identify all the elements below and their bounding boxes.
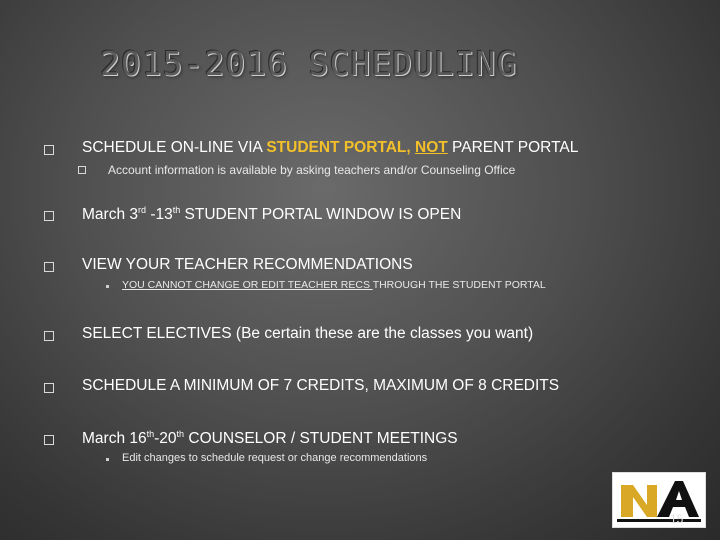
bullet-text: VIEW YOUR TEACHER RECOMMENDATIONS	[82, 256, 413, 273]
bullet-text: SCHEDULE ON-LINE VIA STUDENT PORTAL, NOT PARENT PORTAL	[82, 139, 579, 156]
sub-bullet-text: Account information is available by asking teachers and/or Counseling Office	[108, 163, 516, 177]
checkbox-bullet-icon	[78, 166, 86, 174]
checkbox-bullet-icon	[44, 262, 54, 272]
sub-bullet-meetings	[106, 452, 427, 464]
bullet-text: SELECT ELECTIVES (Be certain these are the classes you want)	[82, 325, 534, 342]
slide-title: 2015-2016 SCHEDULING	[100, 44, 518, 83]
logo-mark-icon	[613, 473, 705, 527]
dot-bullet-icon	[106, 458, 109, 461]
school-logo	[612, 472, 706, 528]
bullet-text: March 3rd -13th STUDENT PORTAL WINDOW IS OPEN	[82, 205, 462, 224]
sub-bullet-account	[78, 163, 515, 177]
bullet-march	[44, 205, 461, 224]
checkbox-bullet-icon	[44, 331, 54, 341]
bullet-text: SCHEDULE A MINIMUM OF 7 CREDITS, MAXIMUM OF 8 CREDITS	[82, 377, 560, 394]
bullet-portal	[44, 139, 578, 157]
checkbox-bullet-icon	[44, 383, 54, 393]
sub-bullet-recs	[106, 279, 546, 291]
bullet-recs	[44, 256, 413, 274]
bullet-electives	[44, 325, 533, 343]
bullet-credits	[44, 377, 559, 395]
dot-bullet-icon	[106, 285, 109, 288]
checkbox-bullet-icon	[44, 435, 54, 445]
sub-bullet-text: Edit changes to schedule request or change recommendations	[122, 452, 428, 464]
checkbox-bullet-icon	[44, 211, 54, 221]
checkbox-bullet-icon	[44, 145, 54, 155]
bullet-meetings	[44, 429, 458, 448]
bullet-text: March 16th-20th COUNSELOR / STUDENT MEETINGS	[82, 429, 458, 448]
sub-bullet-text: YOU CANNOT CHANGE OR EDIT TEACHER RECS THROUGH THE STUDENT PORTAL	[122, 279, 546, 291]
page-number: 15	[670, 512, 684, 526]
